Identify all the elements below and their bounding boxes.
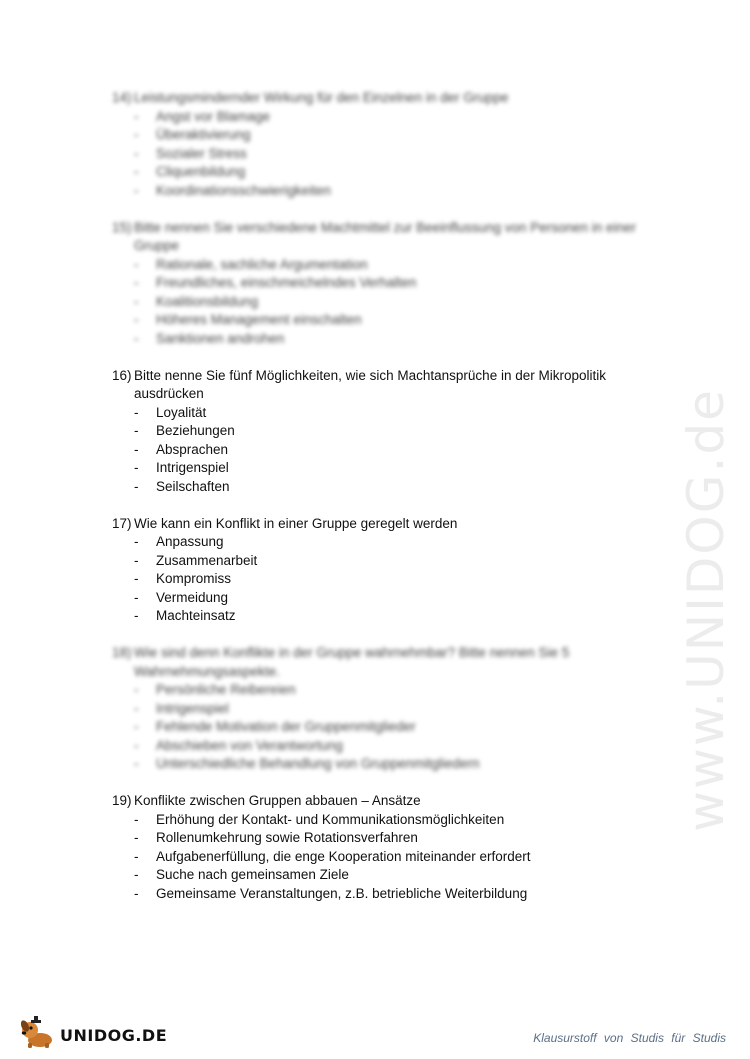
answer-item xyxy=(112,829,672,848)
answer-text: Persönliche Reibereien xyxy=(156,682,296,697)
answer-text: Sanktionen androhen xyxy=(156,330,285,346)
section-gap xyxy=(112,774,672,793)
bullet-dash: - xyxy=(134,423,139,438)
bullet-dash: - xyxy=(134,293,139,309)
footer-logo[interactable] xyxy=(18,1014,167,1050)
answer-text: Unterschiedliche Behandlung von Gruppenmitgliedern xyxy=(156,756,480,771)
answer-item xyxy=(112,700,672,719)
bullet-dash: - xyxy=(134,756,139,771)
answer-list xyxy=(112,811,672,904)
section-gap xyxy=(112,200,672,219)
answer-text: Zusammenarbeit xyxy=(156,552,258,568)
answer-text: Überaktivierung xyxy=(156,127,251,142)
footer-tagline: Klausurstoff von Studis für Studis xyxy=(533,1031,726,1045)
answer-item xyxy=(112,478,672,497)
bullet-dash: - xyxy=(134,589,139,605)
answer-item xyxy=(112,459,672,478)
section-gap xyxy=(112,348,672,367)
bullet-dash: - xyxy=(134,145,139,161)
bullet-dash: - xyxy=(134,571,139,586)
answer-list xyxy=(112,681,672,774)
question-block xyxy=(112,792,672,903)
question-title: Bitte nennen Sie verschiedene Machtmittel zur Beeinflussung von Personen in einer xyxy=(134,219,637,235)
question-text xyxy=(134,219,672,256)
answer-item xyxy=(112,441,672,460)
bullet-dash: - xyxy=(134,404,139,420)
answer-text: Fehlende Motivation der Gruppenmitglieder xyxy=(156,719,416,734)
section-gap xyxy=(112,496,672,515)
question-text xyxy=(134,89,672,108)
bullet-dash: - xyxy=(134,811,139,827)
answer-item xyxy=(112,108,672,127)
bullet-dash: - xyxy=(134,737,139,753)
answer-text: Vermeidung xyxy=(156,589,229,605)
answer-text: Anpassung xyxy=(156,534,224,549)
answer-list xyxy=(112,404,672,497)
question-title: Wie kann ein Konflikt in einer Gruppe geregelt werden xyxy=(134,515,458,531)
bullet-dash: - xyxy=(134,608,139,623)
answer-item xyxy=(112,126,672,145)
bullet-dash: - xyxy=(134,312,139,327)
answer-text: Intrigenspiel xyxy=(156,460,229,475)
answer-item xyxy=(112,552,672,571)
question-heading xyxy=(112,515,672,534)
bullet-dash: - xyxy=(134,885,139,901)
answer-text: Aufgabenerfüllung, die enge Kooperation miteinander erfordert xyxy=(156,848,531,864)
answer-item xyxy=(112,681,672,700)
answer-text: Erhöhung der Kontakt- und Kommunikationsmöglichkeiten xyxy=(156,811,505,827)
answer-text: Cliquenbildung xyxy=(156,164,246,179)
question-title: Konflikte zwischen Gruppen abbauen – Ansätze xyxy=(134,793,421,808)
question-title: Leistungsmindernder Wirkung für den Einzelnen in der Gruppe xyxy=(134,90,509,105)
question-text xyxy=(134,515,672,534)
question-number: 19) xyxy=(112,793,132,808)
question-title-continued: Gruppe xyxy=(134,238,180,253)
bullet-dash: - xyxy=(134,275,139,290)
bullet-dash: - xyxy=(134,108,139,124)
bullet-dash: - xyxy=(134,830,139,845)
bullet-dash: - xyxy=(134,848,139,864)
answer-item xyxy=(112,256,672,275)
question-number: 16) xyxy=(112,367,132,383)
question-title: Bitte nenne Sie fünf Möglichkeiten, wie sich Machtansprüche in der Mikropolitik xyxy=(134,367,606,383)
question-heading xyxy=(112,367,672,404)
answer-item xyxy=(112,811,672,830)
question-text xyxy=(134,367,672,404)
bullet-dash: - xyxy=(134,127,139,142)
answer-item xyxy=(112,607,672,626)
question-block xyxy=(112,89,672,200)
watermark: www.UNIDOG.de xyxy=(677,388,735,832)
answer-list xyxy=(112,533,672,626)
bullet-dash: - xyxy=(134,478,139,494)
answer-item xyxy=(112,718,672,737)
answer-text: Rollenumkehrung sowie Rotationsverfahren xyxy=(156,830,418,845)
bullet-dash: - xyxy=(134,700,139,716)
answer-item xyxy=(112,570,672,589)
answer-text: Suche nach gemeinsamen Ziele xyxy=(156,867,349,882)
question-list xyxy=(112,89,672,903)
answer-text: Koordinationsschwierigkeiten xyxy=(156,182,331,198)
answer-item xyxy=(112,330,672,349)
question-title-continued: Wahrnehmungsaspekte. xyxy=(134,663,280,679)
question-block xyxy=(112,515,672,626)
answer-text: Freundliches, einschmeichelndes Verhalten xyxy=(156,275,417,290)
answer-text: Beziehungen xyxy=(156,423,235,438)
answer-text: Machteinsatz xyxy=(156,608,236,623)
question-number: 15) xyxy=(112,219,132,235)
answer-text: Intrigenspiel xyxy=(156,700,229,716)
question-number: 18) xyxy=(112,645,132,660)
answer-item xyxy=(112,422,672,441)
answer-item xyxy=(112,589,672,608)
answer-text: Loyalität xyxy=(156,404,207,420)
answer-item xyxy=(112,293,672,312)
answer-text: Abschieben von Verantwortung xyxy=(156,737,343,753)
bullet-dash: - xyxy=(134,534,139,549)
answer-item xyxy=(112,163,672,182)
question-block xyxy=(112,644,672,774)
bullet-dash: - xyxy=(134,441,139,457)
answer-text: Seilschaften xyxy=(156,478,230,494)
question-block xyxy=(112,219,672,349)
bullet-dash: - xyxy=(134,256,139,272)
answer-item xyxy=(112,866,672,885)
bullet-dash: - xyxy=(134,460,139,475)
question-text xyxy=(134,792,672,811)
bullet-dash: - xyxy=(134,682,139,697)
answer-item xyxy=(112,848,672,867)
question-heading xyxy=(112,219,672,256)
bullet-dash: - xyxy=(134,164,139,179)
question-heading xyxy=(112,644,672,681)
answer-text: Sozialer Stress xyxy=(156,145,247,161)
question-title: Wie sind denn Konflikte in der Gruppe wahrnehmbar? Bitte nennen Sie 5 xyxy=(134,645,570,660)
answer-item xyxy=(112,145,672,164)
answer-item xyxy=(112,737,672,756)
question-block xyxy=(112,367,672,497)
bullet-dash: - xyxy=(134,867,139,882)
question-title-continued: ausdrücken xyxy=(134,386,204,401)
answer-text: Kompromiss xyxy=(156,571,232,586)
question-number: 17) xyxy=(112,515,132,531)
dog-mascot-icon xyxy=(18,1014,58,1050)
answer-list xyxy=(112,108,672,201)
bullet-dash: - xyxy=(134,719,139,734)
answer-item xyxy=(112,182,672,201)
answer-text: Höheres Management einschalten xyxy=(156,312,362,327)
answer-item xyxy=(112,311,672,330)
answer-text: Gemeinsame Veranstaltungen, z.B. betriebliche Weiterbildung xyxy=(156,885,528,901)
answer-text: Rationale, sachliche Argumentation xyxy=(156,256,368,272)
answer-item xyxy=(112,885,672,904)
bullet-dash: - xyxy=(134,552,139,568)
bullet-dash: - xyxy=(134,182,139,198)
answer-item xyxy=(112,533,672,552)
answer-item xyxy=(112,755,672,774)
question-heading xyxy=(112,89,672,108)
question-number: 14) xyxy=(112,90,132,105)
answer-item xyxy=(112,274,672,293)
answer-text: Absprachen xyxy=(156,441,229,457)
answer-text: Koalitionsbildung xyxy=(156,293,259,309)
logo-text: UNIDOG.DE xyxy=(60,1025,168,1045)
question-heading xyxy=(112,792,672,811)
answer-text: Angst vor Blamage xyxy=(156,108,271,124)
question-text xyxy=(134,644,672,681)
answer-list xyxy=(112,256,672,349)
answer-item xyxy=(112,404,672,423)
section-gap xyxy=(112,626,672,645)
bullet-dash: - xyxy=(134,330,139,346)
